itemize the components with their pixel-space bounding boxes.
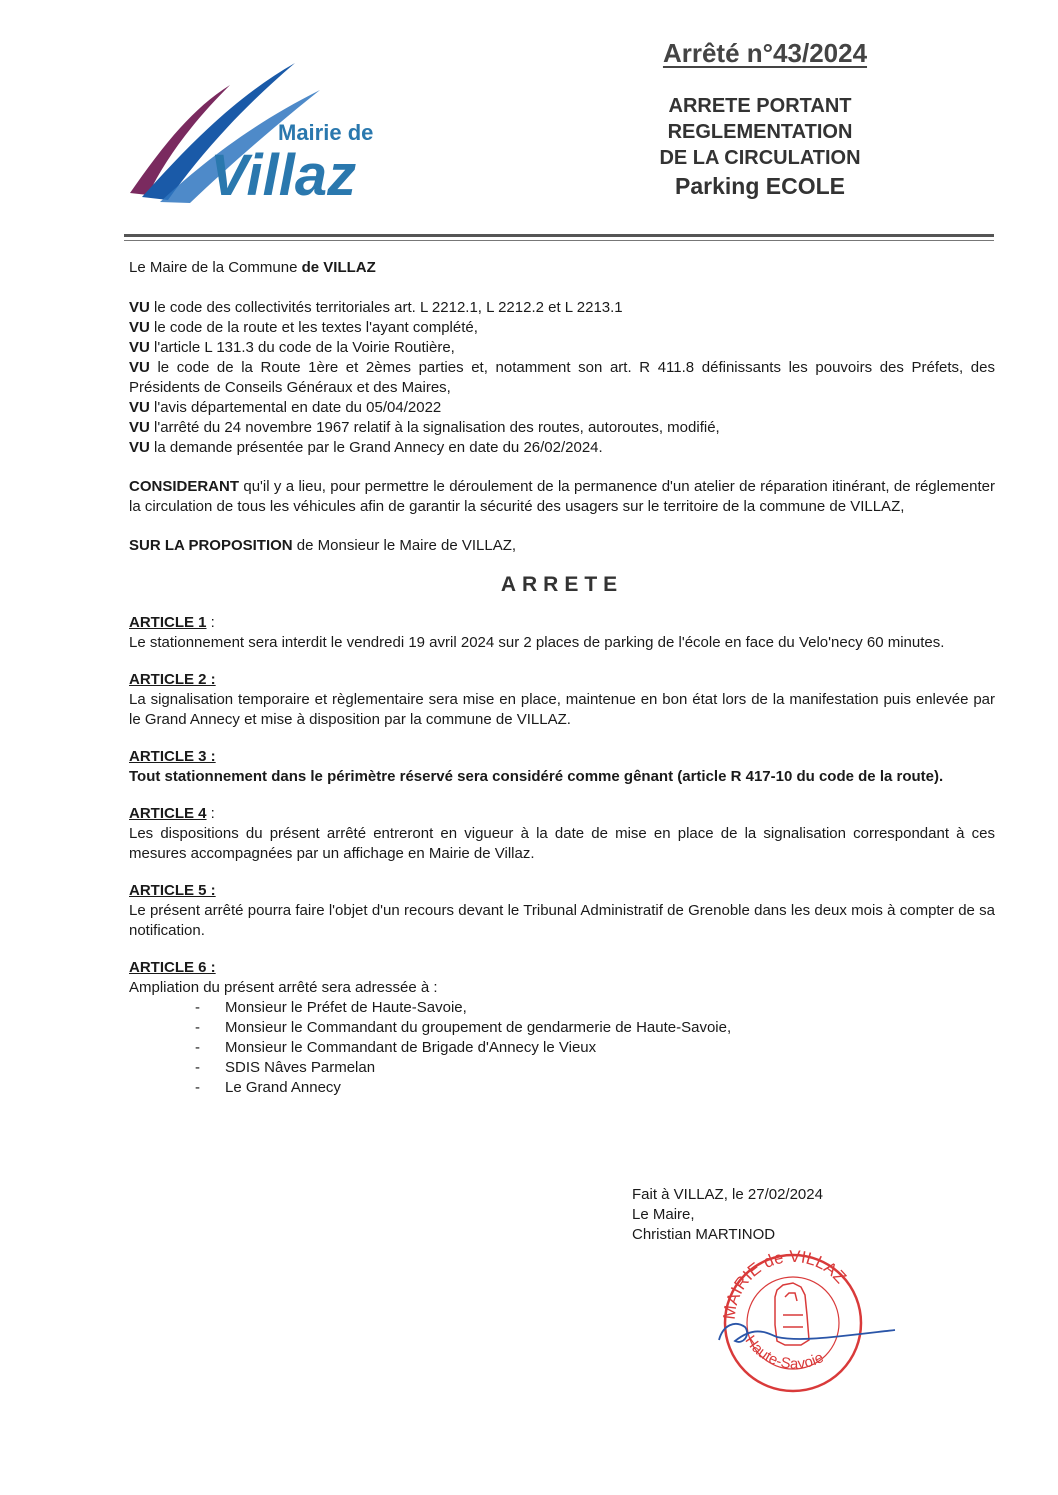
mayor-line: [129, 258, 995, 278]
decree-title: [560, 93, 960, 199]
article-title-suffix: :: [206, 614, 215, 631]
recipient-list: [129, 998, 995, 1098]
article-3: [129, 747, 995, 787]
vu-text: l'arrêté du 24 novembre 1967 relatif à la signalisation des routes, autoroutes, modifié,: [154, 419, 720, 436]
villaz-logo-graphic: [120, 55, 410, 215]
vu-list: [129, 298, 995, 458]
article-text: Le présent arrêté pourra faire l'objet d'un recours devant le Tribunal Administratif de Grenoble dans les deux mois à compter de sa notification.: [129, 902, 995, 939]
vu-keyword: VU: [129, 299, 150, 316]
article-title: ARTICLE 2 :: [129, 671, 216, 688]
vu-keyword: VU: [129, 399, 150, 416]
recipient-item: [129, 1078, 995, 1098]
logo-mairie-text: Mairie de: [278, 120, 374, 145]
article-title: ARTICLE 4: [129, 805, 207, 822]
vu-text: le code de la route et les textes l'ayant complété,: [154, 319, 478, 336]
arrete-heading: ARRETE: [500, 573, 624, 596]
proposition-text: de Monsieur le Maire de VILLAZ,: [292, 537, 517, 554]
mayor-prefix: Le Maire de la Commune: [129, 259, 302, 276]
vu-item: [129, 318, 995, 338]
article-title: ARTICLE 1: [129, 614, 207, 631]
decree-title-line-1: ARRETE PORTANT: [668, 95, 852, 117]
recipient-item: [129, 998, 995, 1018]
considerant-paragraph: [129, 477, 995, 517]
article-text: Tout stationnement dans le périmètre réservé sera considéré comme gênant (article R 417-10 du code de la route).: [129, 768, 944, 785]
article-title-suffix: :: [206, 805, 215, 822]
decree-title-line-4: Parking ECOLE: [675, 173, 845, 199]
signature-role: Le Maire,: [632, 1206, 695, 1223]
recipient-dash: -: [195, 1059, 200, 1076]
mayor-commune: de VILLAZ: [301, 259, 376, 276]
villaz-logo: [120, 55, 410, 215]
stamp-bottom-text: Haute-Savoie: [741, 1332, 827, 1373]
vu-keyword: VU: [129, 339, 150, 356]
handwritten-signature-icon: [719, 1324, 895, 1342]
signature-block: [632, 1185, 823, 1245]
recipient-text: SDIS Nâves Parmelan: [225, 1059, 376, 1076]
mairie-stamp: [705, 1245, 905, 1395]
article-title: ARTICLE 5 :: [129, 882, 216, 899]
considerant-keyword: CONSIDERANT: [129, 478, 240, 495]
header-divider-thick: [124, 234, 994, 237]
vu-text: l'avis départemental en date du 05/04/2022: [154, 399, 442, 416]
vu-keyword: VU: [129, 359, 150, 376]
article-text: Ampliation du présent arrêté sera adressée à :: [129, 979, 438, 996]
decree-title-line-3: DE LA CIRCULATION: [659, 147, 861, 169]
recipient-item: [129, 1018, 995, 1038]
proposition-keyword: SUR LA PROPOSITION: [129, 537, 293, 554]
vu-item: [129, 338, 995, 358]
vu-item: [129, 438, 995, 458]
article-5: [129, 881, 995, 941]
article-text: Les dispositions du présent arrêté entreront en vigueur à la date de mise en place de la signalisation correspondant à ces mesures accompagnées par un affichage en Mairie de Villaz.: [129, 825, 995, 862]
decree-title-line-2: REGLEMENTATION: [667, 121, 853, 143]
vu-item: [129, 398, 995, 418]
recipient-dash: -: [195, 999, 200, 1016]
header-divider-thin: [124, 240, 994, 241]
article-text: La signalisation temporaire et règlementaire sera mise en place, maintenue en bon état lors de la manifestation puis enlevée par le Grand Annecy et mise à disposition par la commune de VILLAZ.: [129, 691, 995, 728]
article-title: ARTICLE 3 :: [129, 748, 216, 765]
recipient-dash: -: [195, 1019, 200, 1036]
logo-villaz-text: Villaz: [210, 143, 357, 208]
vu-text: le code de la Route 1ère et 2èmes parties et, notamment son art. R 411.8 définissants les pouvoirs des Préfets, des Présidents de Conseils Généraux et des Maires,: [129, 359, 995, 396]
recipient-dash: -: [195, 1079, 200, 1096]
article-6: [129, 958, 995, 1098]
article-2: [129, 670, 995, 730]
vu-keyword: VU: [129, 439, 150, 456]
signature-name: Christian MARTINOD: [632, 1226, 776, 1243]
vu-keyword: VU: [129, 319, 150, 336]
vu-keyword: VU: [129, 419, 150, 436]
vu-text: le code des collectivités territoriales art. L 2212.1, L 2212.2 et L 2213.1: [154, 299, 623, 316]
recipient-text: Le Grand Annecy: [225, 1079, 341, 1096]
vu-item: [129, 358, 995, 398]
recipient-text: Monsieur le Préfet de Haute-Savoie,: [225, 999, 467, 1016]
recipient-item: [129, 1038, 995, 1058]
decree-number: Arrêté n°43/2024: [662, 38, 868, 68]
recipient-dash: -: [195, 1039, 200, 1056]
considerant-text: qu'il y a lieu, pour permettre le déroulement de la permanence d'un atelier de réparation itinérant, de réglementer la circulation de tous les véhicules afin de garantir la sécurité des usagers sur le territoire de la commune de VILLAZ,: [129, 478, 995, 515]
vu-item: [129, 418, 995, 438]
decree-body: [129, 258, 995, 1115]
vu-item: [129, 298, 995, 318]
recipient-item: [129, 1058, 995, 1078]
proposition-paragraph: [129, 536, 995, 556]
article-1: [129, 613, 995, 653]
signature-place-date: Fait à VILLAZ, le 27/02/2024: [632, 1186, 823, 1203]
recipient-text: Monsieur le Commandant de Brigade d'Annecy le Vieux: [225, 1039, 597, 1056]
vu-text: l'article L 131.3 du code de la Voirie Routière,: [154, 339, 455, 356]
article-4: [129, 804, 995, 864]
article-title: ARTICLE 6 :: [129, 959, 216, 976]
recipient-text: Monsieur le Commandant du groupement de gendarmerie de Haute-Savoie,: [225, 1019, 732, 1036]
stamp-graphic: [705, 1245, 905, 1395]
article-text: Le stationnement sera interdit le vendredi 19 avril 2024 sur 2 places de parking de l'école en face du Velo'necy 60 minutes.: [129, 634, 945, 651]
stamp-top-text: MAIRIE de VILLAZ: [719, 1246, 851, 1321]
vu-text: la demande présentée par le Grand Annecy en date du 26/02/2024.: [154, 439, 603, 456]
